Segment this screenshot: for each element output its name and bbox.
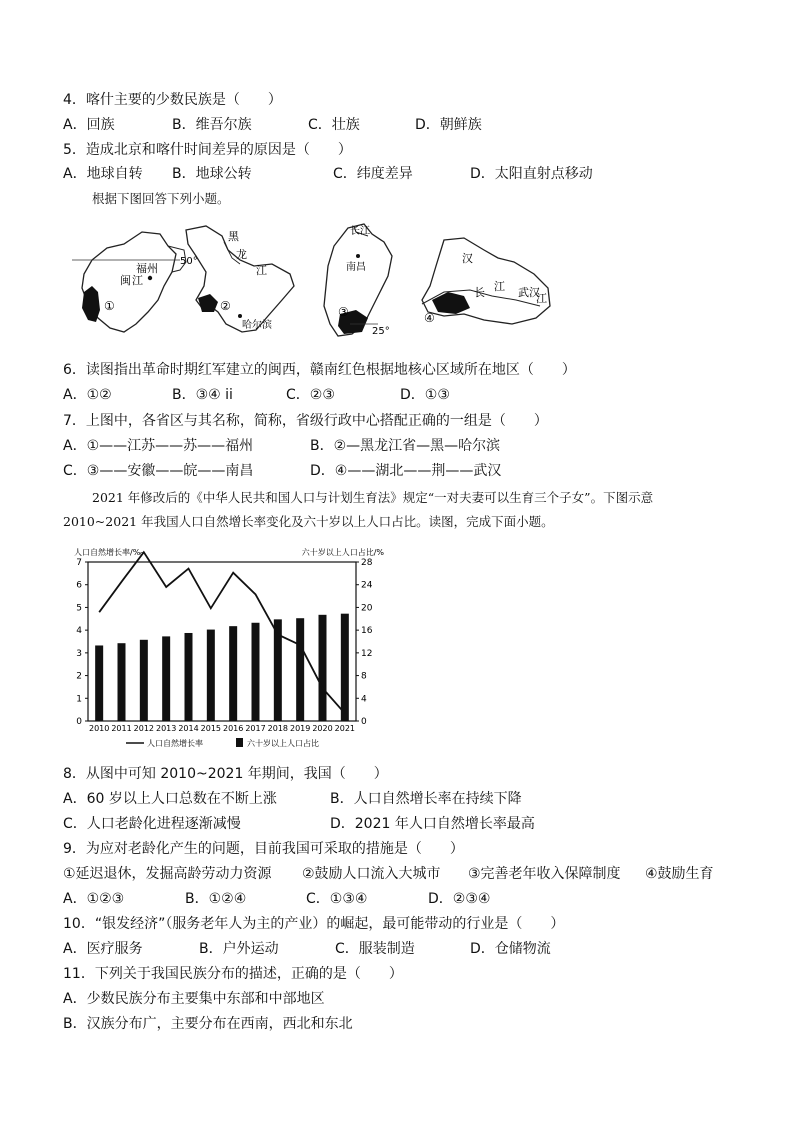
q5-option-d: D．太阳直射点移动 bbox=[470, 166, 593, 182]
y-left-tick-label: 7 bbox=[76, 558, 82, 568]
q7-option-c: C．③——安徽——皖——南昌 bbox=[63, 463, 254, 479]
x-tick-label: 2018 bbox=[267, 724, 289, 733]
bar-60plus-share bbox=[140, 640, 148, 721]
map-4-han: 汉 bbox=[462, 252, 473, 265]
q4-option-d: D．朝鲜族 bbox=[415, 117, 482, 133]
x-tick-label: 2020 bbox=[312, 724, 333, 733]
x-tick-label: 2013 bbox=[155, 724, 177, 733]
q8-stem: 8．从图中可知 2010~2021 年期间，我国（ ） bbox=[63, 766, 388, 782]
plot-frame bbox=[88, 562, 356, 721]
y-left-tick-label: 0 bbox=[76, 717, 82, 727]
map-1-min: 闽 bbox=[120, 274, 131, 287]
x-tick-label: 2012 bbox=[133, 724, 155, 733]
map-3-nanchang: 南昌 bbox=[346, 262, 366, 273]
bar-60plus-share bbox=[162, 636, 170, 721]
q9-option-d: D．②③④ bbox=[428, 891, 491, 907]
q4-option-c: C．壮族 bbox=[308, 117, 360, 133]
q9-option-a: A．①②③ bbox=[63, 891, 125, 907]
map-2-jiang: 江 bbox=[256, 264, 267, 277]
map-1-deg: 50° bbox=[180, 256, 198, 267]
map-2-num: ② bbox=[220, 299, 231, 313]
bar-60plus-share bbox=[341, 614, 349, 721]
y-right-tick-label: 20 bbox=[361, 603, 373, 614]
map-1-num: ① bbox=[104, 299, 115, 313]
q5-option-c: C．纬度差异 bbox=[333, 166, 413, 182]
bar-60plus-share bbox=[296, 618, 304, 721]
x-tick-label: 2015 bbox=[200, 724, 222, 733]
q4-stem: 4．喀什主要的少数民族是（ ） bbox=[63, 92, 282, 108]
province-maps bbox=[72, 220, 562, 340]
y-left-tick-label: 3 bbox=[76, 648, 82, 659]
map-4-chang: 长 bbox=[474, 286, 485, 299]
y-right-tick-label: 8 bbox=[361, 671, 367, 682]
q6-option-b: B．③④ ii bbox=[172, 387, 233, 403]
map-intro: 根据下图回答下列小题。 bbox=[92, 191, 230, 206]
x-tick-label: 2010 bbox=[88, 724, 110, 733]
y-left-tick-label: 6 bbox=[76, 580, 82, 591]
q10-option-d: D．仓储物流 bbox=[470, 941, 551, 957]
chart-intro-line2: 2010~2021 年我国人口自然增长率变化及六十岁以上人口占比。读图，完成下面小题。 bbox=[63, 514, 554, 529]
growth-rate-line bbox=[99, 552, 345, 713]
q8-option-d: D．2021 年人口自然增长率最高 bbox=[330, 816, 535, 832]
map-2-region bbox=[198, 294, 218, 312]
map-2 bbox=[186, 226, 294, 332]
y-left-tick-label: 2 bbox=[76, 671, 82, 682]
bar-60plus-share bbox=[118, 643, 126, 721]
q4-option-b: B．维吾尔族 bbox=[172, 117, 252, 133]
q9-measure-2: ②鼓励人口流入大城市 bbox=[302, 866, 441, 882]
q6-stem: 6．读图指出革命时期红军建立的闽西，赣南红色根据地核心区域所在地区（ ） bbox=[63, 362, 576, 378]
q10-option-b: B．户外运动 bbox=[199, 941, 279, 957]
q8-option-a: A．60 岁以上人口总数在不断上涨 bbox=[63, 791, 277, 807]
y-right-tick-label: 0 bbox=[361, 717, 367, 727]
q7-option-b: B．②—黑龙江省—黑—哈尔滨 bbox=[310, 438, 501, 454]
y-left-tick-label: 4 bbox=[76, 626, 82, 637]
bar-60plus-share bbox=[229, 626, 237, 721]
map-1-fuzhou: 福州 bbox=[136, 262, 158, 275]
bar-60plus-share bbox=[185, 633, 193, 721]
y-left-tick-label: 5 bbox=[76, 603, 82, 614]
q7-stem: 7．上图中，各省区与其名称，简称，省级行政中心搭配正确的一组是（ ） bbox=[63, 413, 548, 429]
x-tick-label: 2021 bbox=[334, 724, 356, 733]
q6-option-c: C．②③ bbox=[286, 387, 335, 403]
y-right-tick-label: 16 bbox=[361, 626, 373, 637]
y-right-tick-label: 4 bbox=[361, 694, 367, 705]
y-right-label: 六十岁以上人口占比/% bbox=[301, 548, 384, 557]
x-tick-label: 2011 bbox=[111, 724, 132, 733]
map-2-long: 龙 bbox=[236, 248, 247, 261]
q5-option-b: B．地球公转 bbox=[172, 166, 252, 182]
y-right-tick-label: 28 bbox=[361, 558, 373, 568]
map-4-jiang2: 江 bbox=[536, 292, 547, 305]
q9-option-b: B．①②④ bbox=[185, 891, 247, 907]
legend-line-label: 人口自然增长率 bbox=[147, 739, 203, 748]
q11-stem: 11．下列关于我国民族分布的描述，正确的是（ ） bbox=[63, 966, 403, 982]
legend-bar-swatch bbox=[236, 738, 243, 747]
q5-stem: 5．造成北京和喀什时间差异的原因是（ ） bbox=[63, 142, 352, 158]
y-right-tick-label: 12 bbox=[361, 648, 373, 659]
population-chart bbox=[62, 546, 392, 751]
map-2-harbin: 哈尔滨 bbox=[242, 320, 272, 331]
bar-60plus-share bbox=[95, 645, 103, 721]
map-3-num: ③ bbox=[338, 305, 349, 319]
q11-option-b: B．汉族分布广，主要分布在西南，西北和东北 bbox=[63, 1016, 353, 1032]
bar-60plus-share bbox=[207, 630, 215, 721]
map-2-hei: 黑 bbox=[228, 230, 239, 243]
legend-bar-label: 六十岁以上人口占比 bbox=[247, 739, 319, 748]
q10-option-c: C．服装制造 bbox=[335, 941, 415, 957]
map-3 bbox=[324, 224, 392, 337]
map-4-num: ④ bbox=[424, 311, 435, 325]
bar-60plus-share bbox=[319, 615, 327, 721]
q9-measure-1: ①延迟退休，发掘高龄劳动力资源 bbox=[63, 866, 272, 882]
map-1-region bbox=[82, 286, 100, 322]
q8-option-c: C．人口老龄化进程逐渐减慢 bbox=[63, 816, 241, 832]
q5-option-a: A．地球自转 bbox=[63, 166, 143, 182]
chart-legend bbox=[126, 738, 319, 748]
q10-option-a: A．医疗服务 bbox=[63, 941, 143, 957]
x-tick-label: 2016 bbox=[222, 724, 244, 733]
q11-option-a: A．少数民族分布主要集中东部和中部地区 bbox=[63, 991, 325, 1007]
map-4-jiang: 江 bbox=[494, 280, 505, 293]
q6-option-d: D．①③ bbox=[400, 387, 450, 403]
map-4-wuhan: 武汉 bbox=[518, 286, 540, 299]
y-right-tick-label: 24 bbox=[361, 580, 373, 591]
q6-option-a: A．①② bbox=[63, 387, 112, 403]
q9-option-c: C．①③④ bbox=[306, 891, 368, 907]
q7-option-d: D．④——湖北——荆——武汉 bbox=[310, 463, 502, 479]
q7-option-a: A．①——江苏——苏——福州 bbox=[63, 438, 254, 454]
x-tick-label: 2014 bbox=[178, 724, 199, 733]
map-1 bbox=[72, 232, 198, 332]
q9-stem: 9．为应对老龄化产生的问题，目前我国可采取的措施是（ ） bbox=[63, 841, 464, 857]
q9-measure-4: ④鼓励生育 bbox=[645, 866, 714, 882]
q9-measure-3: ③完善老年收入保障制度 bbox=[468, 866, 621, 882]
x-tick-label: 2017 bbox=[245, 724, 266, 733]
y-left-tick-label: 1 bbox=[76, 694, 82, 705]
nanchang-dot bbox=[356, 254, 360, 258]
q10-stem: 10．“银发经济”（服务老年人为主的产业）的崛起，最可能带动的行业是（ ） bbox=[63, 916, 565, 932]
map-3-deg: 25° bbox=[372, 326, 390, 337]
harbin-dot bbox=[238, 314, 242, 318]
q8-option-b: B．人口自然增长率在持续下降 bbox=[330, 791, 522, 807]
bar-60plus-share bbox=[252, 623, 260, 721]
x-tick-label: 2019 bbox=[289, 724, 311, 733]
map-3-changjiang: 长江 bbox=[350, 226, 370, 237]
y-left-label: 人口自然增长率/‰ bbox=[74, 548, 144, 557]
map-4 bbox=[422, 238, 550, 325]
fuzhou-dot bbox=[148, 276, 152, 280]
q4-option-a: A．回族 bbox=[63, 117, 115, 133]
chart-intro-line1: 2021 年修改后的《中华人民共和国人口与计划生育法》规定“一对夫妻可以生育三个子女”。下图示意 bbox=[92, 490, 654, 505]
map-1-jiang: 江 bbox=[132, 274, 143, 287]
